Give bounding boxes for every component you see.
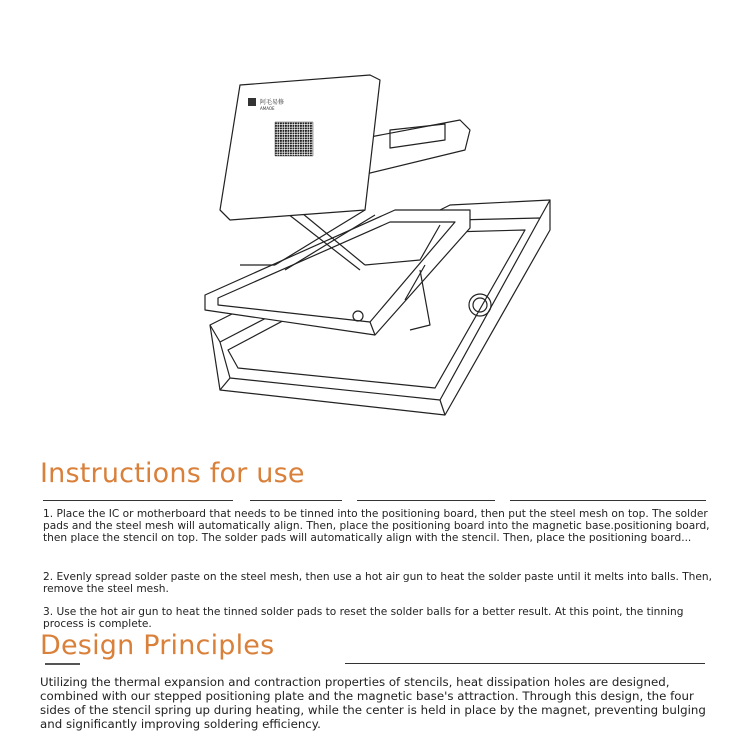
divider-segment (250, 500, 342, 501)
tinning-station-illustration (180, 60, 580, 420)
instruction-step-2: 2. Evenly spread solder paste on the steel mesh, then use a hot air gun to heat the solder paste until it melts into balls. Then, remove the steel mesh. (43, 571, 712, 595)
divider-segment (357, 500, 495, 501)
stencil-plate (220, 75, 380, 220)
instruction-step-3: 3. Use the hot air gun to heat the tinned solder pads to reset the solder balls for a better result. At this point, the tinning process is complete. (43, 606, 684, 630)
divider-segment (510, 500, 706, 501)
divider-segment (43, 500, 233, 501)
brand-logo-sub: AMAOE (260, 106, 275, 111)
brand-logo: 阿毛易修 (260, 99, 285, 106)
design-body: Utilizing the thermal expansion and contraction properties of stencils, heat dissipation holes are designed, combined with our stepped positioning plate and the magnetic base's attraction. Through this design, the four sides of the stencil spring up during heating, while the center is held in place by the magnet, preventing bulging and significantly improving soldering efficiency. (40, 675, 706, 731)
stencil-mesh (275, 122, 313, 156)
instruction-step-1: 1. Place the IC or motherboard that needs to be tinned into the positioning board, then put the steel mesh on top. The solder pads and the steel mesh will automatically align. Then, place the positioning board into the magnetic base.positioning board, then place the stencil on top. The solder pads will automatically align with the stencil. Then, place the positioning board... (43, 508, 710, 544)
divider-segment (345, 663, 705, 664)
design-title: Design Principles (40, 630, 275, 661)
instructions-title: Instructions for use (40, 458, 305, 489)
divider-segment (45, 663, 80, 665)
